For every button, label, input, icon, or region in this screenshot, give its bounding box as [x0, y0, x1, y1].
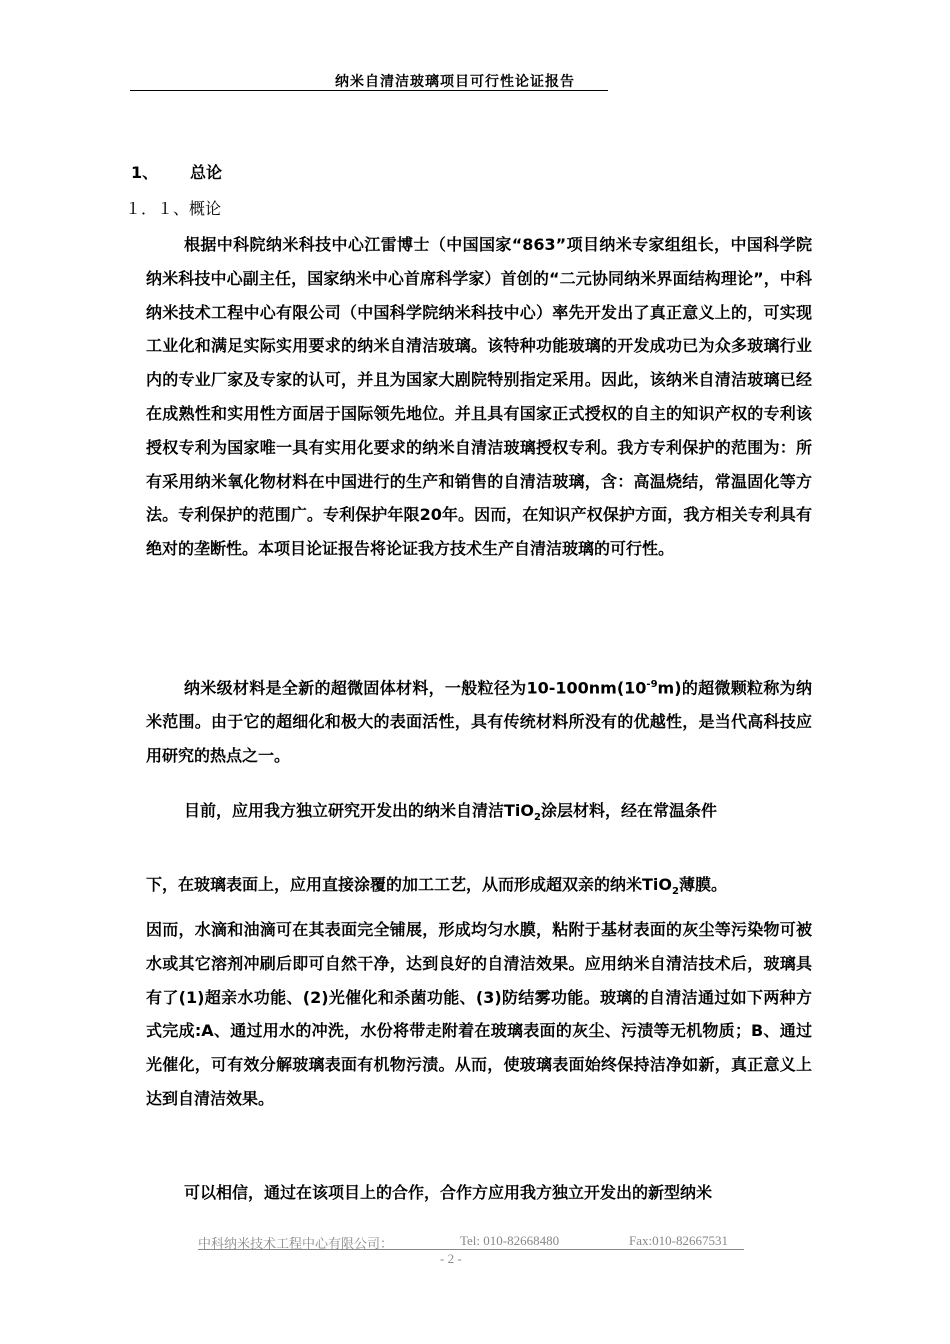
subsection-heading: １．１、概论: [125, 199, 222, 218]
section-title: 总论: [190, 163, 223, 182]
page-footer: [198, 1233, 728, 1252]
subscript: 2: [534, 812, 541, 824]
page-header-title: 纳米自清洁玻璃项目可行性论证报告: [335, 74, 575, 90]
footer-tel: Tel: 010-82668480: [460, 1233, 560, 1248]
header-divider: [130, 90, 608, 91]
paragraph-coating-text2: 涂层材料，经在常温条件: [540, 801, 717, 820]
paragraph-coating-text1: 目前，应用我方独立研究开发出的纳米自清洁TiO: [184, 801, 535, 820]
footer-fax: Fax:010-82667531: [629, 1233, 728, 1248]
paragraph-cooperation: 可以相信，通过在该项目上的合作，合作方应用我方独立开发出的新型纳米: [184, 1183, 713, 1202]
paragraph-coating-start: [146, 794, 812, 835]
footer-underline: [198, 1249, 744, 1250]
paragraph-nanomaterial-part1: 纳米级材料是全新的超微固体材料，一般粒径为10-100nm(10: [184, 678, 647, 698]
paragraph-self-cleaning: 因而，水滴和油滴可在其表面完全铺展，形成均匀水膜，粘附于基材表面的灰尘等污染物可被水或其它溶剂冲刷后即可自然干净，达到良好的自清洁效果。应用纳米自清洁技术后，玻璃具有了(1)超亲水功能、(2)光催化和杀菌功能、(3)防结雾功能。玻璃的自清洁通过如下两种方式完成:A、通过用水的冲洗，水份将带走附着在玻璃表面的灰尘、污渍等无机物质；B、通过光催化，可有效分解玻璃表面有机物污渍。从而，使玻璃表面始终保持洁净如新，真正意义上达到自清洁效果。: [146, 920, 812, 1108]
page-number: - 2 -: [440, 1251, 462, 1266]
paragraph-nanomaterial: [146, 668, 812, 773]
paragraph-nanomaterial-part2: m)的超微颗粒称为纳米范围。由于它的超细化和极大的表面活性，具有传统材料所没有的优越性，是当代高科技应用研究的热点之一。: [146, 678, 812, 765]
paragraph-continued-text1: 下，在玻璃表面上，应用直接涂覆的加工工艺，从而形成超双亲的纳米TiO: [146, 875, 673, 894]
section-number: 1、: [131, 163, 159, 182]
subscript: 2: [672, 886, 679, 898]
paragraph-overview: 根据中科院纳米科技中心江雷博士（中国国家“863”项目纳米专家组组长，中国科学院纳米科技中心副主任，国家纳米中心首席科学家）首创的“二元协同纳米界面结构理论”，中科纳米技术工程中心有限公司（中国科学院纳米科技中心）率先开发出了真正意义上的，可实现工业化和满足实际实用要求的纳米自清洁玻璃。该特种功能玻璃的开发成功已为众多玻璃行业内的专业厂家及专家的认可，并且为国家大剧院特别指定采用。因此，该纳米自清洁玻璃已经在成熟性和实用性方面居于国际领先地位。并且具有国家正式授权的自主的知识产权的专利该授权专利为国家唯一具有实用化要求的纳米自清洁玻璃授权专利。我方专利保护的范围为：所有采用纳米氧化物材料在中国进行的生产和销售的自清洁玻璃，含：高温烧结，常温固化等方法。专利保护的范围广。专利保护年限20年。因而，在知识产权保护方面，我方相关专利具有绝对的垄断性。本项目论证报告将论证我方技术生产自清洁玻璃的可行性。: [146, 235, 812, 559]
paragraph-coating-continued: [146, 868, 812, 909]
footer-company: 中科纳米技术工程中心有限公司：: [198, 1236, 394, 1251]
exponent: -9: [646, 679, 658, 690]
paragraph-continued-text2: 薄膜。: [678, 875, 727, 894]
